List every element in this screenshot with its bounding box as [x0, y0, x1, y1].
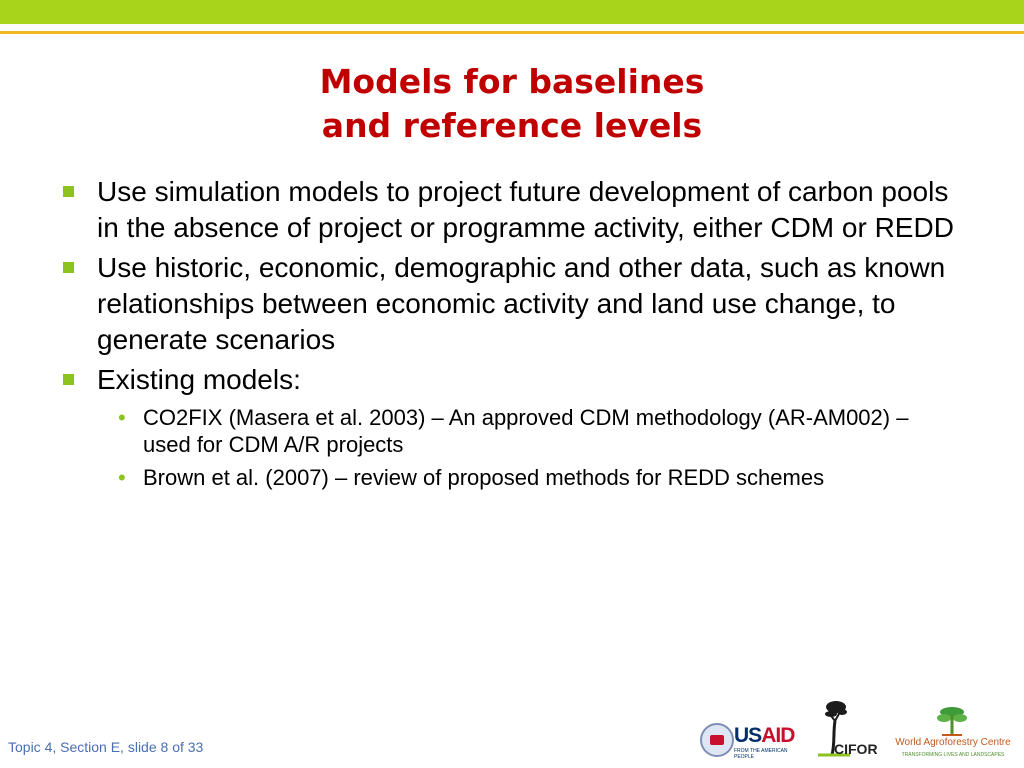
usaid-logo — [696, 719, 808, 759]
bullet-list — [60, 174, 960, 497]
icraf-wordmark: World Agroforestry Centre — [895, 737, 1011, 748]
slide-title — [0, 60, 1024, 148]
icraf-logo — [890, 705, 1020, 761]
usaid-wordmark: USAID — [734, 724, 795, 747]
slide-title-line-1: Models for baselines — [319, 62, 705, 101]
top-accent-bar — [0, 0, 1024, 24]
slide-footer: Topic 4, Section E, slide 8 of 33 — [8, 739, 204, 755]
sub-bullet-item — [118, 404, 960, 458]
sub-bullet-item — [118, 464, 960, 491]
bullet-item — [60, 250, 960, 358]
agroforestry-tree-icon — [932, 705, 972, 737]
usaid-tagline: FROM THE AMERICAN PEOPLE — [734, 748, 788, 760]
cifor-logo — [814, 697, 884, 763]
icraf-tagline: TRANSFORMING LIVES AND LANDSCAPES — [901, 752, 1005, 758]
dot-bullet-icon: • — [118, 465, 126, 490]
bullet-item — [60, 362, 960, 398]
slide-title-line-2: and reference levels — [321, 106, 703, 145]
bullet-text: Use simulation models to project future development of carbon pools in the absence of project or programme activity, either CDM or REDD — [97, 176, 954, 243]
usaid-seal-icon — [700, 723, 734, 757]
square-bullet-icon — [63, 262, 74, 273]
sub-bullet-text: CO2FIX (Masera et al. 2003) – An approved CDM methodology (AR-AM002) – used for CDM A/R projects — [143, 405, 909, 457]
bullet-item — [60, 174, 960, 246]
cifor-wordmark: CIFOR — [834, 741, 878, 757]
square-bullet-icon — [63, 374, 74, 385]
bullet-text: Existing models: — [97, 364, 301, 395]
top-accent-line — [0, 31, 1024, 34]
sub-bullet-text: Brown et al. (2007) – review of proposed methods for REDD schemes — [143, 465, 825, 490]
partner-logos — [696, 695, 1020, 765]
square-bullet-icon — [63, 186, 74, 197]
dot-bullet-icon: • — [118, 405, 126, 430]
bullet-text: Use historic, economic, demographic and other data, such as known relationships between economic activity and land use change, to generate scenarios — [97, 252, 946, 355]
